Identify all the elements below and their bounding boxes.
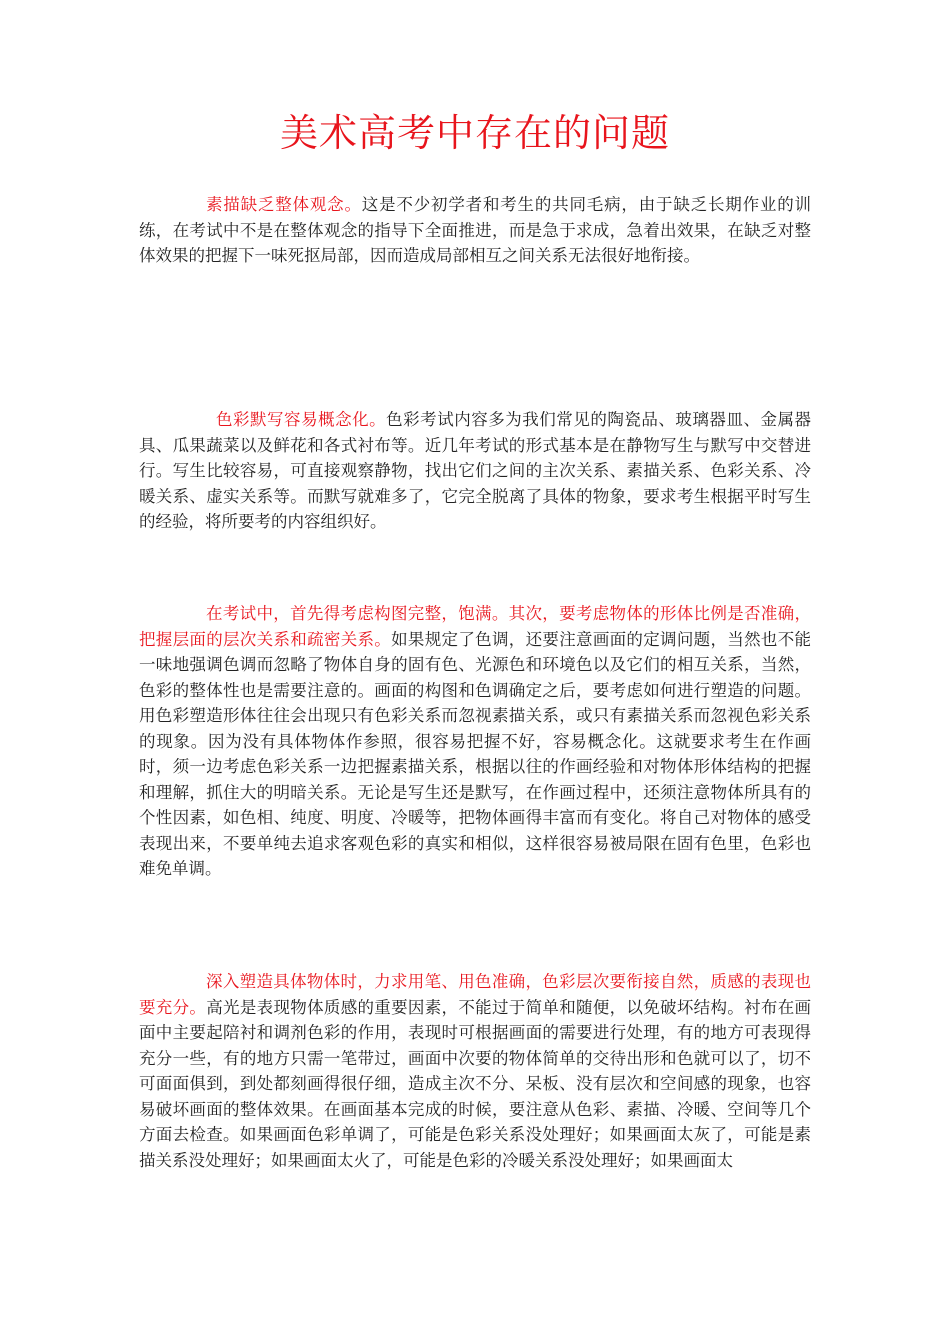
paragraph-heading: 在考试中，首先得考虑构图完整，饱满。其次，要考虑物体的形体比例是否准确，把握层面的层次关系和疏密关系。 [139, 604, 811, 649]
paragraph-body: 如果规定了色调，还要注意画面的定调问题，当然也不能一味地强调色调而忽略了物体自身的固有色、光源色和环境色以及它们的相互关系，当然，色彩的整体性也是需要注意的。画面的构图和色调确定之后，要考虑如何进行塑造的问题。用色彩塑造形体往往会出现只有色彩关系而忽视素描关系，或只有素描关系而忽视色彩关系的现象。因为没有具体物体作参照，很容易把握不好，容易概念化。这就要求考生在作画时，须一边考虑色彩关系一边把握素描关系，根据以往的作画经验和对物体形体结构的把握和理解，抓住大的明暗关系。无论是写生还是默写，在作画过程中，还须注意物体所具有的个性因素，如色相、纯度、明度、冷暖等，把物体画得丰富而有变化。将自己对物体的感受表现出来，不要单纯去追求客观色彩的真实和相似，这样很容易被局限在固有色里，色彩也难免单调。 [139, 629, 812, 878]
paragraph-sketch-overall-concept [139, 192, 811, 269]
paragraph-body: 这是不少初学者和考生的共同毛病，由于缺乏长期作业的训练，在考试中不是在整体观念的指导下全面推进，而是急于求成，急着出效果，在缺乏对整体效果的把握下一味死抠局部，因而造成局部相互之间关系无法很好地衔接。 [139, 195, 812, 265]
paragraph-body: 高光是表现物体质感的重要因素，不能过于简单和随便，以免破坏结构。衬布在画面中主要起陪衬和调剂色彩的作用，表现时可根据画面的需要进行处理，有的地方可表现得充分一些，有的地方只需一笔带过，画面中次要的物体简单的交待出形和色就可以了，切不可面面俱到，到处都刻画得很仔细，造成主次不分、呆板、没有层次和空间感的现象，也容易破坏画面的整体效果。在画面基本完成的时候，要注意从色彩、素描、冷暖、空间等几个方面去检查。如果画面色彩单调了，可能是色彩关系没处理好；如果画面太灰了，可能是素描关系没处理好；如果画面太火了，可能是色彩的冷暖关系没处理好；如果画面太 [139, 997, 812, 1170]
paragraph-heading: 深入塑造具体物体时，力求用笔、用色准确，色彩层次要衔接自然，质感的表现也要充分。 [139, 972, 811, 1017]
paragraph-heading: 素描缺乏整体观念。 [206, 195, 362, 214]
page-title: 美术高考中存在的问题 [279, 111, 670, 155]
paragraph-exam-composition [139, 601, 811, 882]
paragraph-heading: 色彩默写容易概念化。 [216, 410, 387, 429]
paragraph-body: 色彩考试内容多为我们常见的陶瓷品、玻璃器皿、金属器具、瓜果蔬菜以及鲜花和各式衬布等。近几年考试的形式基本是在静物写生与默写中交替进行。写生比较容易，可直接观察静物，找出它们之间的主次关系、素描关系、色彩关系、冷暖关系、虚实关系等。而默写就难多了，它完全脱离了具体的物象，要求考生根据平时写生的经验，将所要考的内容组织好。 [139, 410, 812, 531]
paragraph-color-memory-conceptual [139, 407, 811, 535]
paragraph-deep-rendering [139, 969, 811, 1173]
